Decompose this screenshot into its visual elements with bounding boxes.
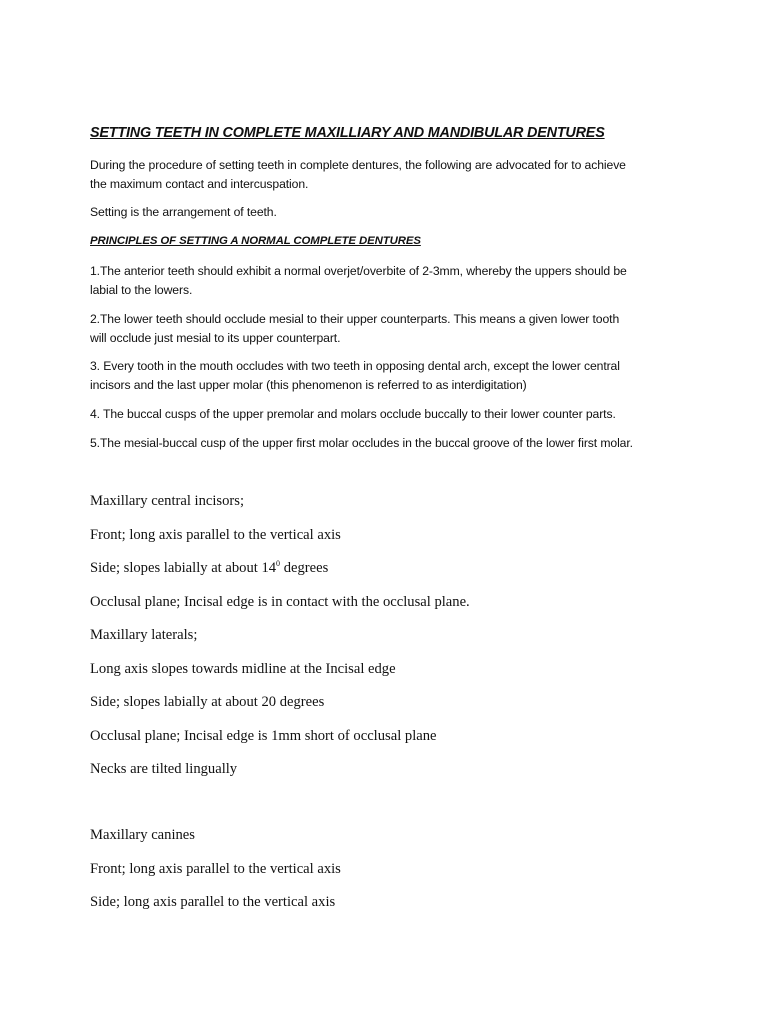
laterals-long-axis: Long axis slopes towards midline at the Incisal edge (90, 661, 396, 677)
canines-front: Front; long axis parallel to the vertical axis (90, 861, 341, 877)
central-side-suffix: degrees (280, 560, 329, 576)
central-side-prefix: Side; slopes labially at about 14 (90, 560, 277, 576)
laterals-necks: Necks are tilted lingually (90, 761, 238, 777)
principle-1-line-1: 1.The anterior teeth should exhibit a normal overjet/overbite of 2-3mm, whereby the uppers should be (90, 264, 627, 278)
principle-5: 5.The mesial-buccal cusp of the upper first molar occludes in the buccal groove of the lower first molar. (90, 436, 633, 450)
central-incisors-side (90, 559, 690, 578)
principle-1-line-2: labial to the lowers. (90, 283, 193, 297)
document-title: SETTING TEETH IN COMPLETE MAXILLIARY AND MANDIBULAR DENTURES (90, 125, 605, 141)
laterals-occlusal: Occlusal plane; Incisal edge is 1mm short of occlusal plane (90, 728, 437, 744)
central-incisors-heading: Maxillary central incisors; (90, 493, 244, 509)
central-incisors-front: Front; long axis parallel to the vertical axis (90, 527, 341, 543)
laterals-side: Side; slopes labially at about 20 degrees (90, 694, 325, 710)
central-incisors-occlusal: Occlusal plane; Incisal edge is in contact with the occlusal plane. (90, 594, 470, 610)
canines-side: Side; long axis parallel to the vertical axis (90, 894, 336, 910)
principles-heading: PRINCIPLES OF SETTING A NORMAL COMPLETE DENTURES (90, 235, 421, 247)
intro-text-line-1: During the procedure of setting teeth in complete dentures, the following are advocated for to achieve (90, 158, 626, 172)
principle-2-line-2: will occlude just mesial to its upper counterpart. (90, 331, 341, 345)
definition-text: Setting is the arrangement of teeth. (90, 205, 277, 219)
principle-3-line-2: incisors and the last upper molar (this phenomenon is referred to as interdigitation) (90, 378, 527, 392)
principle-3-line-1: 3. Every tooth in the mouth occludes with two teeth in opposing dental arch, except the lower central (90, 359, 620, 373)
intro-text-line-2: the maximum contact and intercuspation. (90, 177, 309, 191)
degree-superscript: 0 (276, 559, 281, 568)
laterals-heading: Maxillary laterals; (90, 627, 198, 643)
principle-2-line-1: 2.The lower teeth should occlude mesial to their upper counterparts. This means a given lower tooth (90, 312, 620, 326)
principle-4: 4. The buccal cusps of the upper premolar and molars occlude buccally to their lower counter parts. (90, 407, 616, 421)
canines-heading: Maxillary canines (90, 827, 195, 843)
